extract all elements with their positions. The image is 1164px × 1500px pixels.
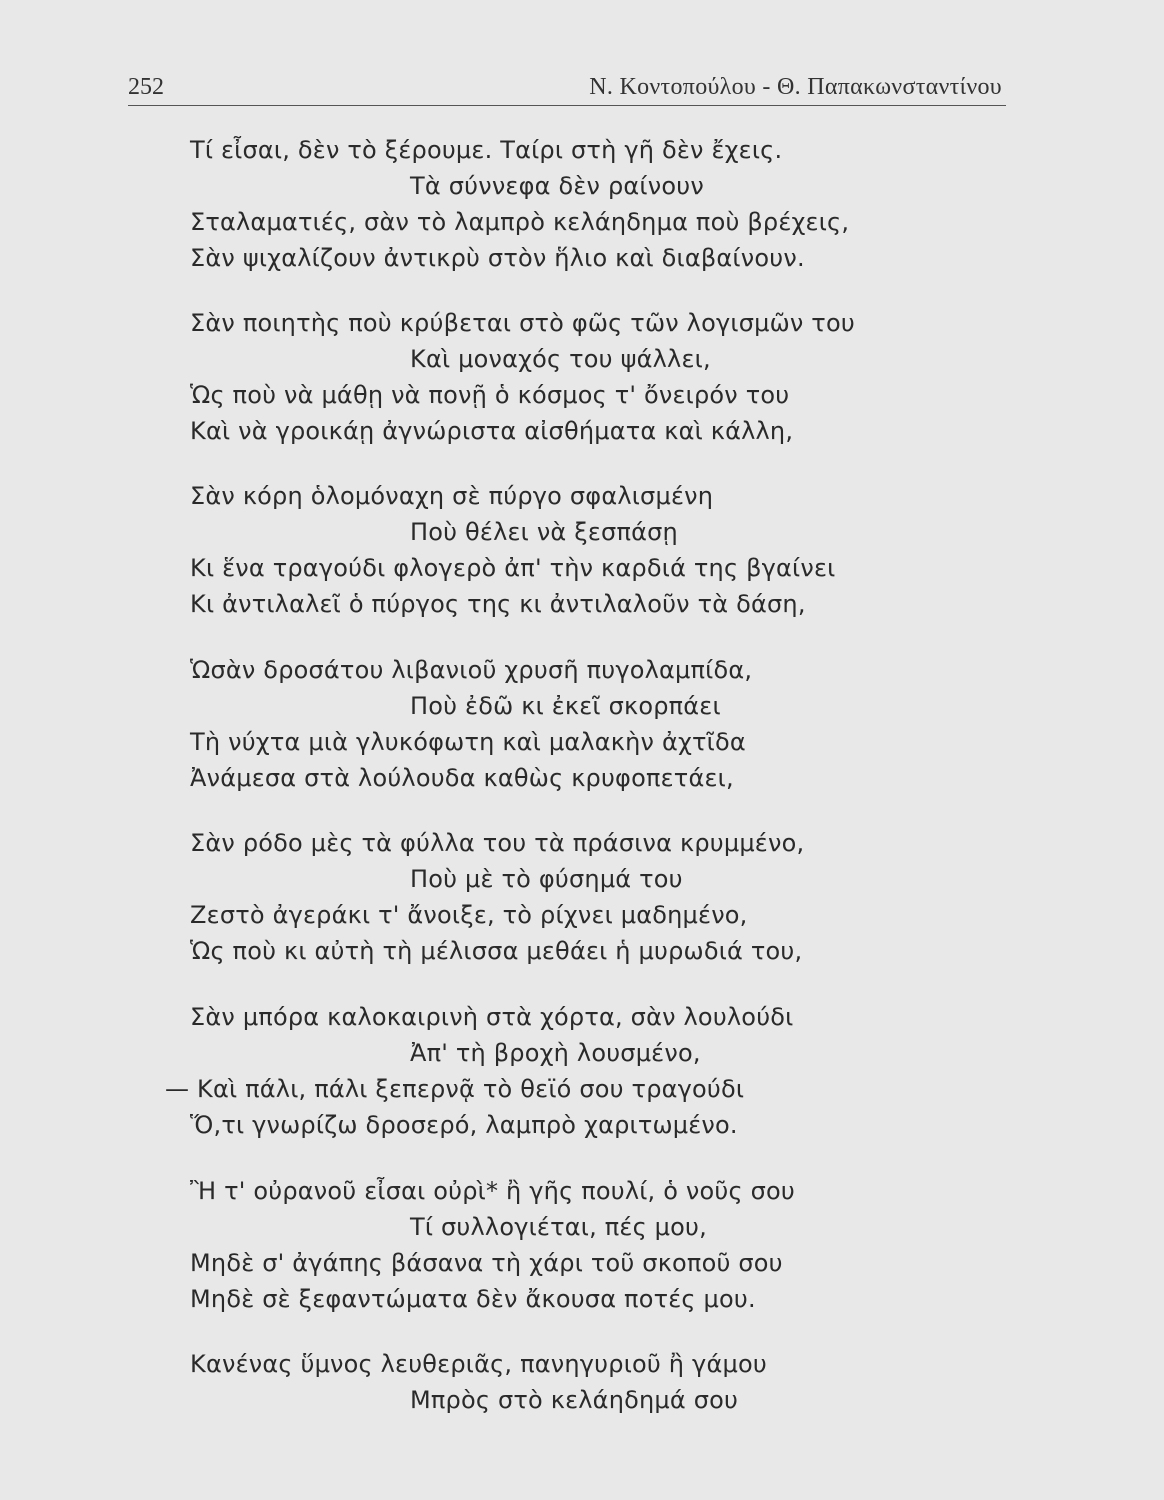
- poem-line: Ὡς ποὺ νὰ μάθῃ νὰ πονῇ ὁ κόσμος τ' ὄνειρόν του: [190, 381, 790, 409]
- poem-line: Μηδὲ σ' ἀγάπης βάσανα τὴ χάρι τοῦ σκοποῦ σου: [190, 1249, 783, 1277]
- poem-line: Μηδὲ σὲ ξεφαντώματα δὲν ἄκουσα ποτές μου.: [190, 1285, 756, 1313]
- poem-line: Τί συλλογιέται, πές μου,: [410, 1213, 707, 1241]
- poem-line: Κι ἕνα τραγούδι φλογερὸ ἀπ' τὴν καρδιά της βγαίνει: [190, 554, 836, 582]
- poem-line: Ποὺ μὲ τὸ φύσημά του: [410, 865, 683, 893]
- poem-line: Καὶ νὰ γροικάῃ ἀγνώριστα αἰσθήματα καὶ κάλλη,: [190, 417, 794, 445]
- poem-line: Ποὺ ἐδῶ κι ἐκεῖ σκορπάει: [410, 692, 721, 720]
- poem-line: Σὰν ποιητὴς ποὺ κρύβεται στὸ φῶς τῶν λογισμῶν του: [190, 309, 855, 337]
- poem-line: Κανένας ὕμνος λευθεριᾶς, πανηγυριοῦ ἢ γάμου: [190, 1350, 767, 1378]
- poem-line: Τὴ νύχτα μιὰ γλυκόφωτη καὶ μαλακὴν ἀχτῖδα: [190, 728, 746, 756]
- poem-line: Ὡς ποὺ κι αὐτὴ τὴ μέλισσα μεθάει ἡ μυρωδιά του,: [190, 937, 803, 965]
- poem-line: Κι ἀντιλαλεῖ ὁ πύργος της κι ἀντιλαλοῦν τὰ δάση,: [190, 590, 806, 618]
- poem-line: Ἢ τ' οὐρανοῦ εἶσαι οὐρὶ* ἢ γῆς πουλί, ὁ νοῦς σου: [190, 1177, 795, 1205]
- poem-line: Σὰν ψιχαλίζουν ἀντικρὺ στὸν ἥλιο καὶ διαβαίνουν.: [190, 244, 805, 272]
- running-head: Ν. Κοντοπούλου - Θ. Παπακωνσταντίνου: [589, 74, 1002, 100]
- poem-line: — Καὶ πάλι, πάλι ξεπερνᾷ τὸ θεϊό σου τραγούδι: [165, 1075, 745, 1103]
- poem-line: Ὡσὰν δροσάτου λιβανιοῦ χρυσῆ πυγολαμπίδα,: [190, 656, 753, 684]
- poem-line: Ἀνάμεσα στὰ λούλουδα καθὼς κρυφοπετάει,: [190, 764, 734, 792]
- poem-line: Ἀπ' τὴ βροχὴ λουσμένο,: [410, 1039, 701, 1067]
- page-number: 252: [128, 74, 164, 100]
- poem-line: Τί εἶσαι, δὲν τὸ ξέρουμε. Ταίρι στὴ γῆ δὲν ἔχεις.: [190, 136, 783, 164]
- poem-line: Ζεστὸ ἀγεράκι τ' ἄνοιξε, τὸ ρίχνει μαδημένο,: [190, 901, 748, 929]
- poem-line: Ὅ,τι γνωρίζω δροσερό, λαμπρὸ χαριτωμένο.: [190, 1111, 738, 1139]
- poem-line: Μπρὸς στὸ κελάηδημά σου: [410, 1386, 739, 1414]
- poem-line: Τὰ σύννεφα δὲν ραίνουν: [410, 172, 704, 200]
- poem-line: Σὰν μπόρα καλοκαιρινὴ στὰ χόρτα, σὰν λουλούδι: [190, 1003, 794, 1031]
- poem-line: Σὰν κόρη ὁλομόναχη σὲ πύργο σφαλισμένη: [190, 482, 714, 510]
- poem-line: Καὶ μοναχός του ψάλλει,: [410, 345, 711, 373]
- poem-line: Σὰν ρόδο μὲς τὰ φύλλα του τὰ πράσινα κρυμμένο,: [190, 829, 805, 857]
- poem-line: Σταλαματιές, σὰν τὸ λαμπρὸ κελάηδημα ποὺ βρέχεις,: [190, 208, 850, 236]
- poem-line: Ποὺ θέλει νὰ ξεσπάσῃ: [410, 518, 678, 546]
